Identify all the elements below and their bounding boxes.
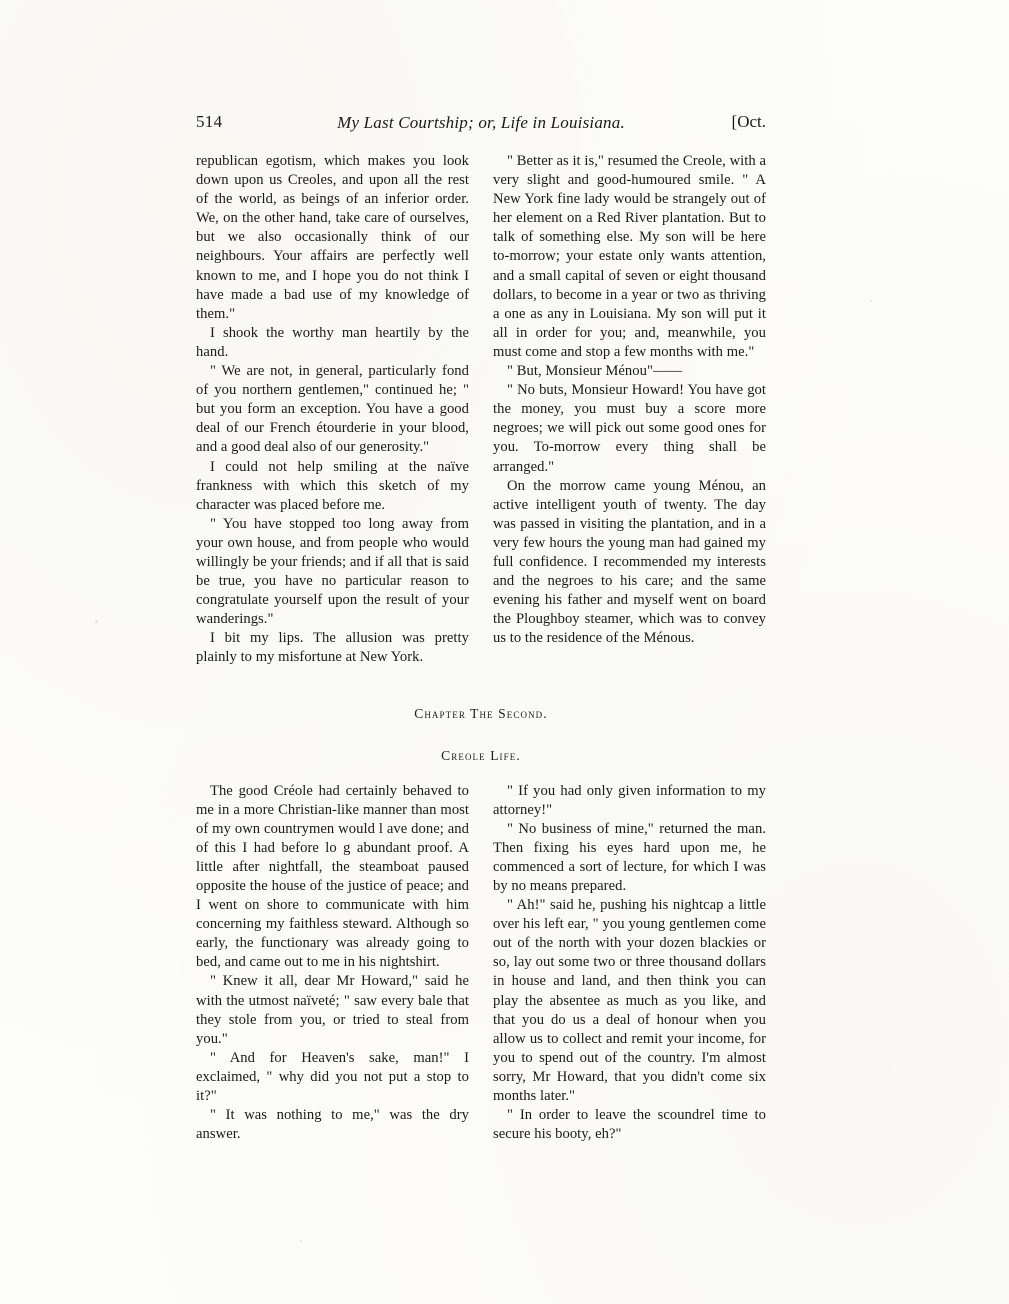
paragraph: " And for Heaven's sake, man!" I exclaimed, " why did you not put a stop to it?" [196, 1049, 469, 1105]
paragraph: " But, Monsieur Ménou"—— [507, 363, 683, 380]
running-title: My Last Courtship; or, Life in Louisiana. [337, 113, 625, 132]
paragraph: I shook the worthy man heartily by the hand. [196, 324, 469, 360]
page-number: 514 [196, 112, 223, 131]
chapter-heading-block [196, 706, 766, 764]
paper-speck [870, 300, 872, 302]
paragraph: I could not help smiling at the naïve frankness with which this sketch of my character was placed before me. [196, 458, 469, 513]
paragraph: " Ah!" said he, pushing his nightcap a little over his left ear, " you young gentlemen come out of the north with your dozen blackies or so, lay out some two or three thousand dollars in house and land, and then think you can play the absentee as much as you like, and that you do us a deal of honour when you allow us to collect and remit your income, for you to spend out of the country. I'm almost sorry, Mr Howard, that you didn't come six months later." [493, 897, 766, 1105]
paper-speck [95, 620, 98, 623]
column-left [196, 782, 469, 1145]
paragraph: " Knew it all, dear Mr Howard," said he with the utmost naïveté; " saw every bale that they stole from you, or tried to steal from you." [196, 973, 469, 1047]
column-left [196, 152, 469, 668]
paragraph: " No buts, Monsieur Howard! You have got the money, you must buy a score more negroes; we will pick out some good ones for you. To-morrow every thing shall be arranged." [493, 382, 766, 475]
paragraph: " If you had only given information to my attorney!" [493, 782, 766, 818]
paragraph: " We are not, in general, particularly fond of you northern gentlemen," continued he; " but you form an exception. You have a good deal of our French étourderie in your blood, and a good deal also of our generosity." [196, 363, 469, 456]
paragraph: On the morrow came young Ménou, an active intelligent youth of twenty. The day was passed in visiting the plantation, and in a very few hours the young man had gained my full confidence. I recommended my interests and the negroes to his care; and the same evening his father and myself went on board the Ploughboy steamer, which was to convey us to the residence of the Ménous. [493, 477, 766, 647]
running-head [196, 112, 766, 138]
paragraph: " It was nothing to me," was the dry answer. [196, 1107, 469, 1143]
column-right [493, 152, 766, 668]
paragraph: " Better as it is," resumed the Creole, with a very slight and good-humoured smile. " A New York fine lady would be strangely out of her element on a Red River plantation. But to talk of something else. My son will be here to-morrow; your estate only wants attention, and a small capital of seven or eight thousand dollars, to become in a year or two as thriving a one as any in Louisiana. My son will put it all in order for you; and, meanwhile, you must come and stop a few months with me." [493, 153, 766, 360]
paragraph: The good Créole had certainly behaved to me in a more Christian-like manner than most of my own countrymen would l ave done; and of this I had before lo g abundant proof. A little after nightfall, the steamboat paused opposite the house of the justice of peace; and I went on shore to communicate with him concerning my faithless steward. Although so early, the functionary was already going to bed, and came out to me in his nightshirt. [196, 782, 469, 971]
first-section-columns [196, 152, 766, 668]
chapter-title: Chapter The Second. [414, 705, 548, 721]
paragraph: I bit my lips. The allusion was pretty plainly to my misfortune at New York. [196, 630, 469, 666]
paragraph: " In order to leave the scoundrel time to secure his booty, eh?" [493, 1107, 766, 1143]
paragraph: " You have stopped too long away from your own house, and from people who would willingly be your friends; and if all that is said be true, you have no particular reason to congratulate yourself upon the result of your wanderings." [196, 515, 469, 628]
issue-month-mark: [Oct. [731, 112, 766, 131]
chapter-subtitle: Creole Life. [441, 747, 521, 763]
column-right [493, 782, 766, 1145]
paper-speck [300, 1240, 302, 1242]
second-section-columns [196, 782, 766, 1145]
text-block [196, 112, 766, 1144]
paragraph: republican egotism, which makes you look down upon us Creoles, and upon all the rest of the world, as beings of an inferior order. We, on the other hand, take care of ourselves, but we also occasionally think of our neighbours. Your affairs are perfectly well known to me, and I hope you do not think I have made a bad use of my knowledge of them." [196, 153, 469, 322]
paragraph: " No business of mine," returned the man. Then fixing his eyes hard upon me, he commenced a sort of lecture, for which I was by no means prepared. [493, 820, 766, 894]
